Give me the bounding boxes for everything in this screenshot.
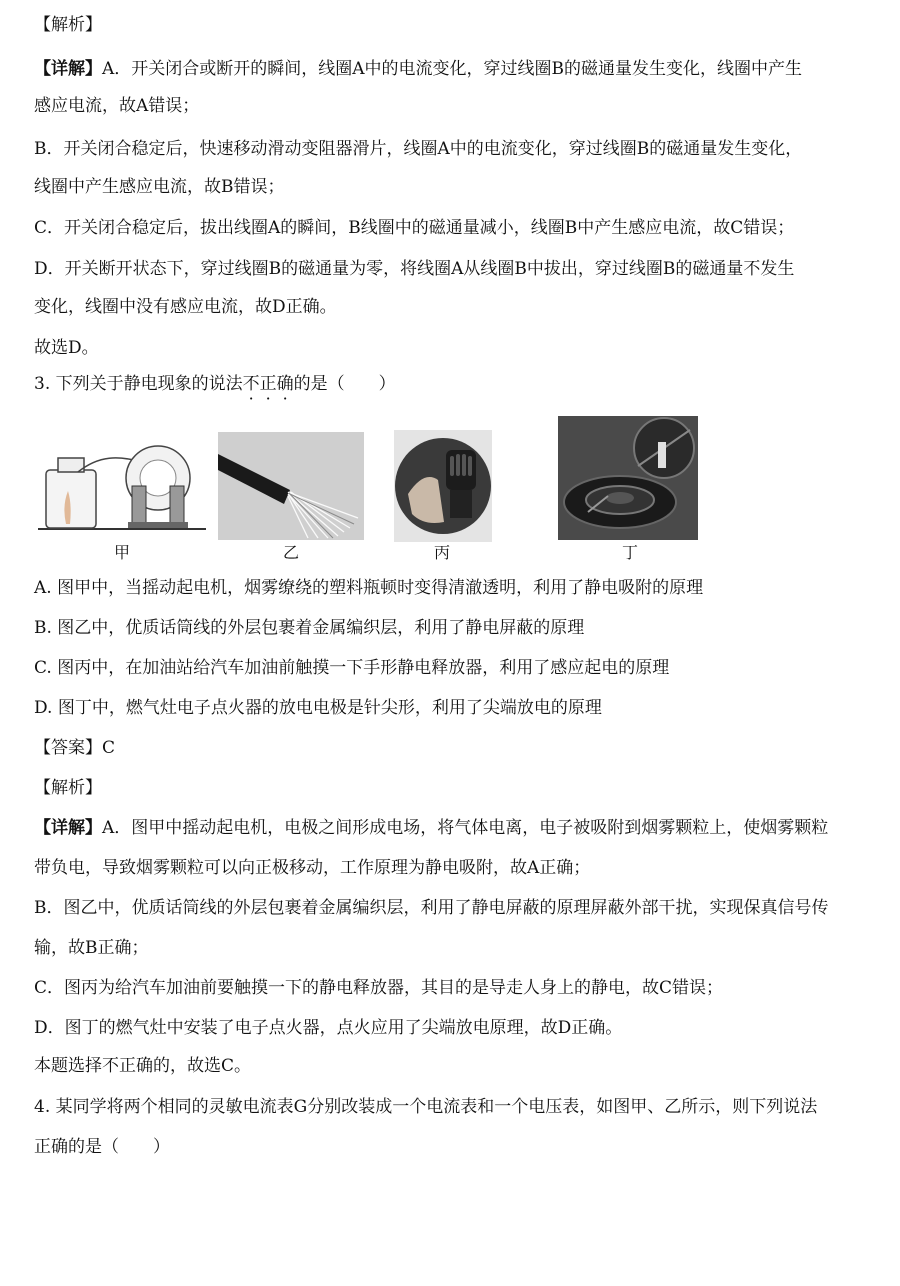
figure-caption-bing: 丙 (433, 543, 450, 562)
figure-row (0, 414, 900, 564)
detail-line: 带负电，导致烟雾颗粒可以向正极移动，工作原理为静电吸附，故A正确； (34, 858, 591, 878)
question-4-stem: 4. 某同学将两个相同的灵敏电流表G分别改装成一个电流表和一个电压表，如图甲、乙所示，则下列说法 (34, 1097, 818, 1117)
figure-caption-jia: 甲 (113, 543, 130, 562)
figure-ding-gas-stove-igniter (558, 416, 698, 540)
analysis-heading: 【解析】 (34, 778, 102, 798)
detail-line: D．开关断开状态下，穿过线圈B的磁通量为零，将线圈A从线圈B中拔出，穿过线圈B的磁通量不发生 (34, 259, 795, 279)
detail-line: C．图丙为给汽车加油前要触摸一下的静电释放器，其目的是导走人身上的静电，故C错误； (34, 978, 724, 998)
detail-line: 【详解】A．开关闭合或断开的瞬间，线圈A中的电流变化，穿过线圈B的磁通量发生变化，线圈中产生 (34, 59, 803, 79)
figure-yi-shielded-cable (218, 432, 364, 540)
detail-line: C．开关闭合稳定后，拔出线圈A的瞬间，B线圈中的磁通量减小，线圈B中产生感应电流，故C错误； (34, 218, 795, 238)
analysis-heading: 【解析】 (34, 15, 102, 35)
option-a: A. 图甲中，当摇动起电机，烟雾缭绕的塑料瓶顿时变得清澈透明，利用了静电吸附的原理 (34, 578, 704, 598)
option-c: C. 图丙中，在加油站给汽车加油前触摸一下手形静电释放器，利用了感应起电的原理 (34, 658, 670, 678)
conclusion-line: 故选D。 (34, 338, 99, 358)
detail-line: 输，故B正确； (34, 938, 149, 958)
detail-line: 变化，线圈中没有感应电流，故D正确。 (34, 297, 337, 317)
figure-jia-electrostatic-precipitator (38, 436, 208, 536)
option-b: B. 图乙中，优质话筒线的外层包裹着金属编织层，利用了静电屏蔽的原理 (34, 618, 585, 638)
figure-caption-yi: 乙 (282, 543, 299, 562)
detail-line: 【详解】A．图甲中摇动起电机，电极之间形成电场，将气体电离，电子被吸附到烟雾颗粒上，使烟雾颗粒 (34, 818, 829, 838)
detail-line: B．图乙中，优质话筒线的外层包裹着金属编织层，利用了静电屏蔽的原理屏蔽外部干扰，实现保真信号传 (34, 898, 829, 918)
answer-line: 【答案】C (34, 738, 116, 758)
question-3-stem: 3. 下列关于静电现象的说法不正确的是（ ） (34, 374, 396, 394)
detail-line: D．图丁的燃气灶中安装了电子点火器，点火应用了尖端放电原理，故D正确。 (34, 1018, 623, 1038)
figure-bing-static-discharger (394, 430, 492, 542)
detail-line: 线圈中产生感应电流，故B错误； (34, 177, 285, 197)
detail-line: B．开关闭合稳定后，快速移动滑动变阻器滑片，线圈A中的电流变化，穿过线圈B的磁通量发生变化， (34, 139, 803, 159)
question-4-stem-cont: 正确的是（ ） (34, 1137, 170, 1157)
figure-caption-ding: 丁 (621, 543, 638, 562)
conclusion-line: 本题选择不正确的，故选C。 (34, 1056, 252, 1076)
detail-line: 感应电流，故A错误； (34, 96, 200, 116)
option-d: D. 图丁中，燃气灶电子点火器的放电电极是针尖形，利用了尖端放电的原理 (34, 698, 602, 718)
